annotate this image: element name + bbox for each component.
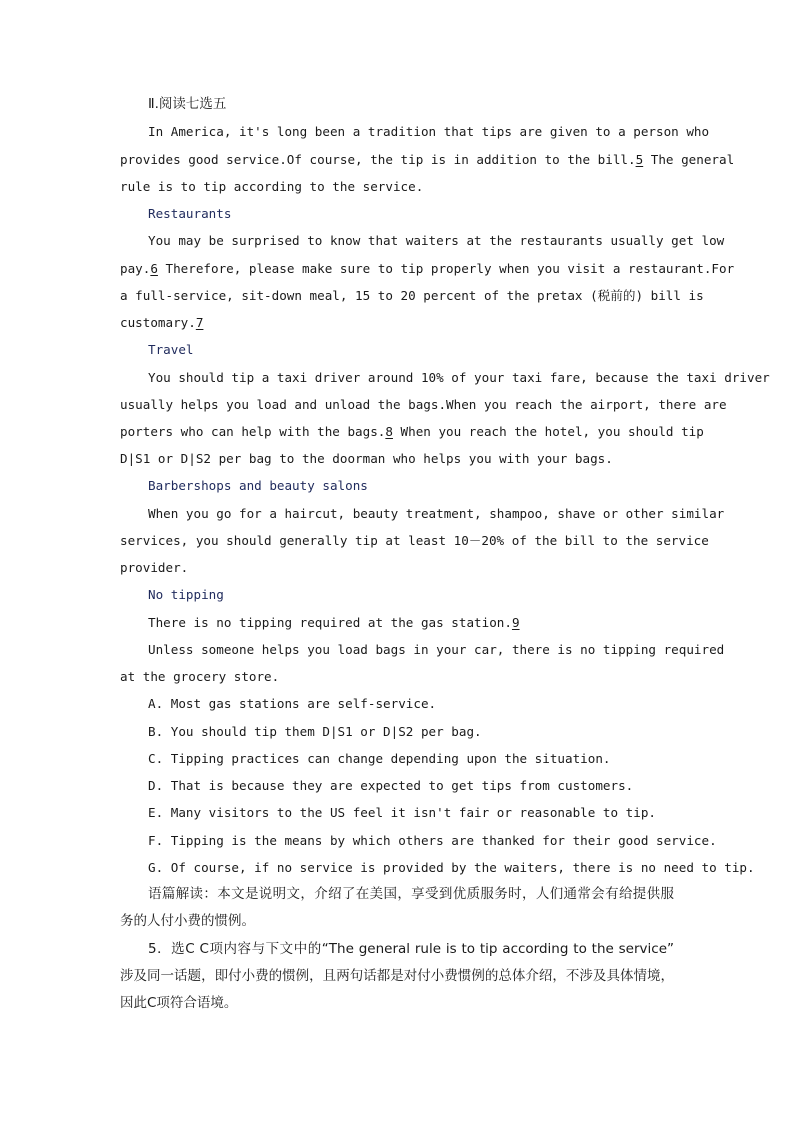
analysis-line: 务的人付小费的惯例。 [120, 913, 255, 929]
subheading-no-tipping: No tipping [148, 587, 224, 602]
passage-line: a full-service, sit-down meal, 15 to 20 percent of the pretax (税前的) bill is [120, 288, 704, 303]
passage-line: rule is to tip according to the service. [120, 179, 424, 194]
option-f: F. Tipping is the means by which others are thanked for their good service. [148, 833, 717, 848]
passage-line: services, you should generally tip at least 10－20% of the bill to the service [120, 533, 709, 548]
subheading-travel: Travel [148, 342, 194, 357]
option-g: G. Of course, if no service is provided by the waiters, there is no need to tip. [148, 860, 755, 875]
subheading-barbershops: Barbershops and beauty salons [148, 478, 368, 493]
passage-line: at the grocery store. [120, 669, 280, 684]
blank-8: 8 [385, 424, 393, 439]
analysis-line: 语篇解读：本文是说明文，介绍了在美国，享受到优质服务时，人们通常会有给提供服 [148, 886, 674, 902]
passage-line: provides good service.Of course, the tip is in addition to the bill.5 The general [120, 152, 735, 167]
passage-line: Unless someone helps you load bags in your car, there is no tipping required [148, 642, 725, 657]
blank-5: 5 [635, 152, 644, 167]
passage-line: pay.6 Therefore, please make sure to tip properly when you visit a restaurant.For [120, 261, 735, 276]
passage-line: customary.7 [120, 315, 204, 330]
option-e: E. Many visitors to the US feel it isn't fair or reasonable to tip. [148, 805, 656, 820]
passage-line: There is no tipping required at the gas station.9 [148, 615, 520, 630]
option-a: A. Most gas stations are self-service. [148, 696, 437, 711]
blank-6: 6 [150, 261, 158, 276]
blank-9: 9 [511, 615, 520, 630]
answer-line: 涉及同一话题，即付小费的惯例，且两句话都是对付小费惯例的总体介绍，不涉及具体情境， [120, 968, 674, 984]
passage-line: You should tip a taxi driver around 10% of your taxi fare, because the taxi driver [148, 370, 770, 385]
passage-line: D|S1 or D|S2 per bag to the doorman who helps you with your bags. [120, 451, 613, 466]
passage-line: In America, it's long been a tradition that tips are given to a person who [148, 124, 710, 139]
blank-7: 7 [195, 315, 204, 330]
passage-line: You may be surprised to know that waiters at the restaurants usually get low [148, 233, 725, 248]
passage-line: When you go for a haircut, beauty treatment, shampoo, shave or other similar [148, 506, 725, 521]
passage-line: porters who can help with the bags.8 When you reach the hotel, you should tip [120, 424, 704, 439]
option-d: D. That is because they are expected to get tips from customers. [148, 778, 634, 793]
answer-line: 因此C项符合语境。 [120, 995, 238, 1011]
section-title: Ⅱ.阅读七选五 [148, 96, 227, 112]
option-b: B. You should tip them D|S1 or D|S2 per bag. [148, 724, 482, 739]
passage-line: usually helps you load and unload the bags.When you reach the airport, there are [120, 397, 727, 412]
subheading-restaurants: Restaurants [148, 206, 232, 221]
passage-line: provider. [120, 560, 189, 575]
option-c: C. Tipping practices can change depending upon the situation. [148, 751, 611, 766]
answer-line: 5．选C C项内容与下文中的“The general rule is to tip according to the service” [148, 941, 674, 957]
